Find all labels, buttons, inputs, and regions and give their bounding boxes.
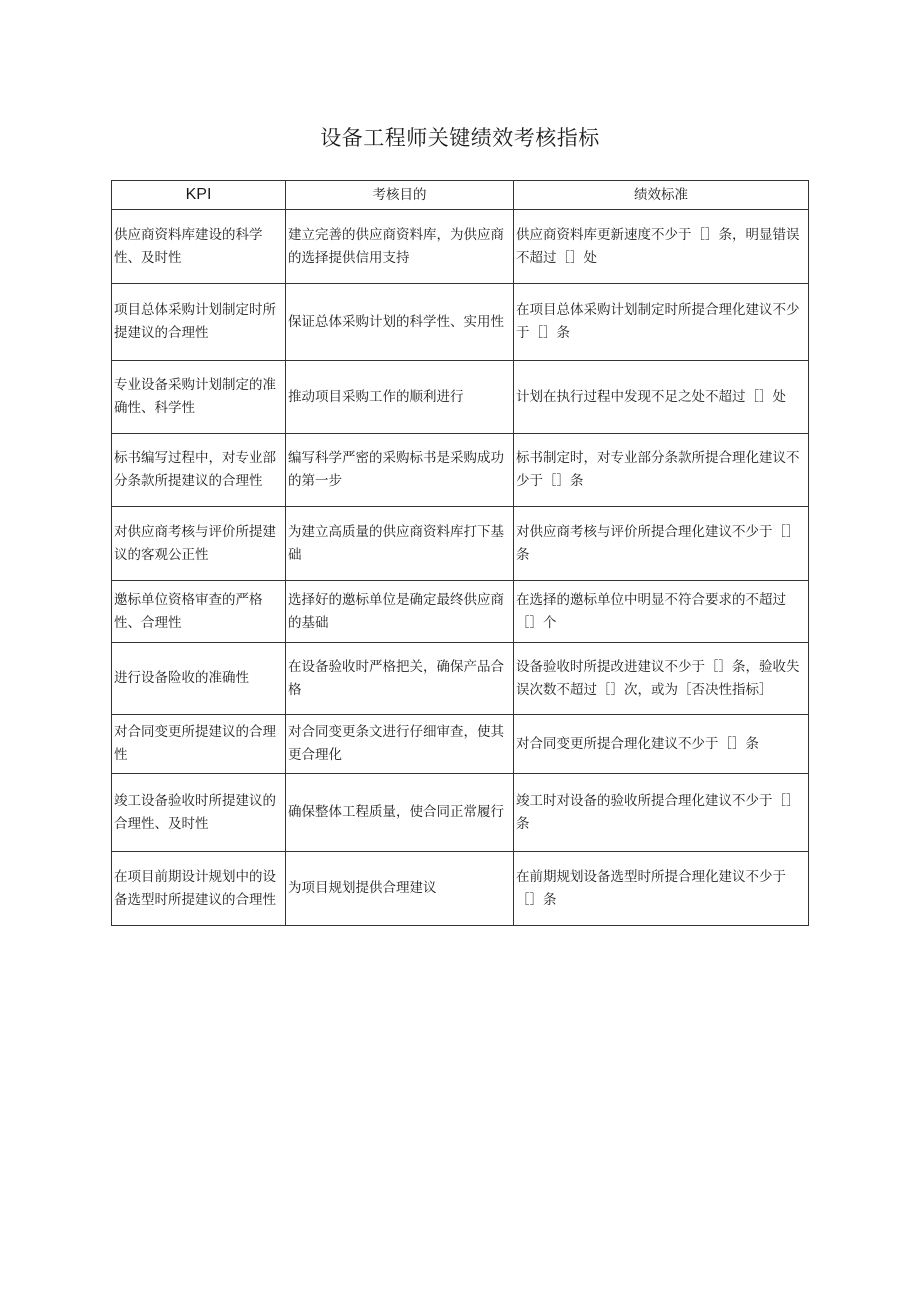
table-row bbox=[112, 434, 809, 507]
cell-kpi: 供应商资料库建设的科学性、及时性 bbox=[112, 210, 286, 284]
cell-standard: 设备验收时所提改进建议不少于［］条，验收失误次数不超过［］次，或为［否决性指标］ bbox=[514, 643, 809, 715]
cell-kpi: 项目总体采购计划制定时所提建议的合理性 bbox=[112, 284, 286, 361]
cell-kpi: 进行设备险收的准确性 bbox=[112, 643, 286, 715]
table-row bbox=[112, 774, 809, 852]
cell-purpose: 对合同变更条文进行仔细审查，使其更合理化 bbox=[286, 715, 514, 774]
table-row bbox=[112, 361, 809, 434]
table-row bbox=[112, 507, 809, 581]
table-header bbox=[112, 181, 809, 210]
header-purpose: 考核目的 bbox=[286, 181, 514, 210]
cell-purpose: 为建立高质量的供应商资料库打下基础 bbox=[286, 507, 514, 581]
cell-standard: 对供应商考核与评价所提合理化建议不少于［］条 bbox=[514, 507, 809, 581]
cell-standard: 在选择的邀标单位中明显不符合要求的不超过［］个 bbox=[514, 581, 809, 643]
table-row bbox=[112, 643, 809, 715]
table-row bbox=[112, 715, 809, 774]
cell-purpose: 保证总体采购计划的科学性、实用性 bbox=[286, 284, 514, 361]
cell-kpi: 在项目前期设计规划中的设备选型时所提建议的合理性 bbox=[112, 852, 286, 926]
cell-standard: 在前期规划设备选型时所提合理化建议不少于［］条 bbox=[514, 852, 809, 926]
table-row bbox=[112, 210, 809, 284]
cell-standard: 供应商资料库更新速度不少于［］条，明显错误不超过［］处 bbox=[514, 210, 809, 284]
header-standard: 绩效标准 bbox=[514, 181, 809, 210]
cell-purpose: 为项目规划提供合理建议 bbox=[286, 852, 514, 926]
cell-standard: 计划在执行过程中发现不足之处不超过［］处 bbox=[514, 361, 809, 434]
table-row bbox=[112, 581, 809, 643]
cell-purpose: 确保整体工程质量，使合同正常履行 bbox=[286, 774, 514, 852]
kpi-table bbox=[111, 180, 809, 926]
table-row bbox=[112, 852, 809, 926]
cell-standard: 竣工时对设备的验收所提合理化建议不少于［］条 bbox=[514, 774, 809, 852]
cell-kpi: 标书编写过程中，对专业部分条款所提建议的合理性 bbox=[112, 434, 286, 507]
cell-kpi: 对供应商考核与评价所提建议的客观公正性 bbox=[112, 507, 286, 581]
header-row bbox=[112, 181, 809, 210]
cell-purpose: 选择好的邀标单位是确定最终供应商的基础 bbox=[286, 581, 514, 643]
header-kpi: KPI bbox=[112, 181, 286, 210]
cell-kpi: 竣工设备验收时所提建议的合理性、及时性 bbox=[112, 774, 286, 852]
table-body bbox=[112, 210, 809, 926]
cell-standard: 对合同变更所提合理化建议不少于［］条 bbox=[514, 715, 809, 774]
cell-purpose: 编写科学严密的采购标书是采购成功的第一步 bbox=[286, 434, 514, 507]
cell-kpi: 专业设备采购计划制定的准确性、科学性 bbox=[112, 361, 286, 434]
cell-kpi: 对合同变更所提建议的合理性 bbox=[112, 715, 286, 774]
cell-standard: 标书制定时，对专业部分条款所提合理化建议不少于［］条 bbox=[514, 434, 809, 507]
cell-standard: 在项目总体采购计划制定时所提合理化建议不少于［］条 bbox=[514, 284, 809, 361]
cell-purpose: 推动项目采购工作的顺利进行 bbox=[286, 361, 514, 434]
table-row bbox=[112, 284, 809, 361]
cell-purpose: 在设备验收时严格把关，确保产品合格 bbox=[286, 643, 514, 715]
page-title: 设备工程师关键绩效考核指标 bbox=[320, 126, 600, 150]
cell-purpose: 建立完善的供应商资料库，为供应商的选择提供信用支持 bbox=[286, 210, 514, 284]
cell-kpi: 邀标单位资格审查的严格性、合理性 bbox=[112, 581, 286, 643]
